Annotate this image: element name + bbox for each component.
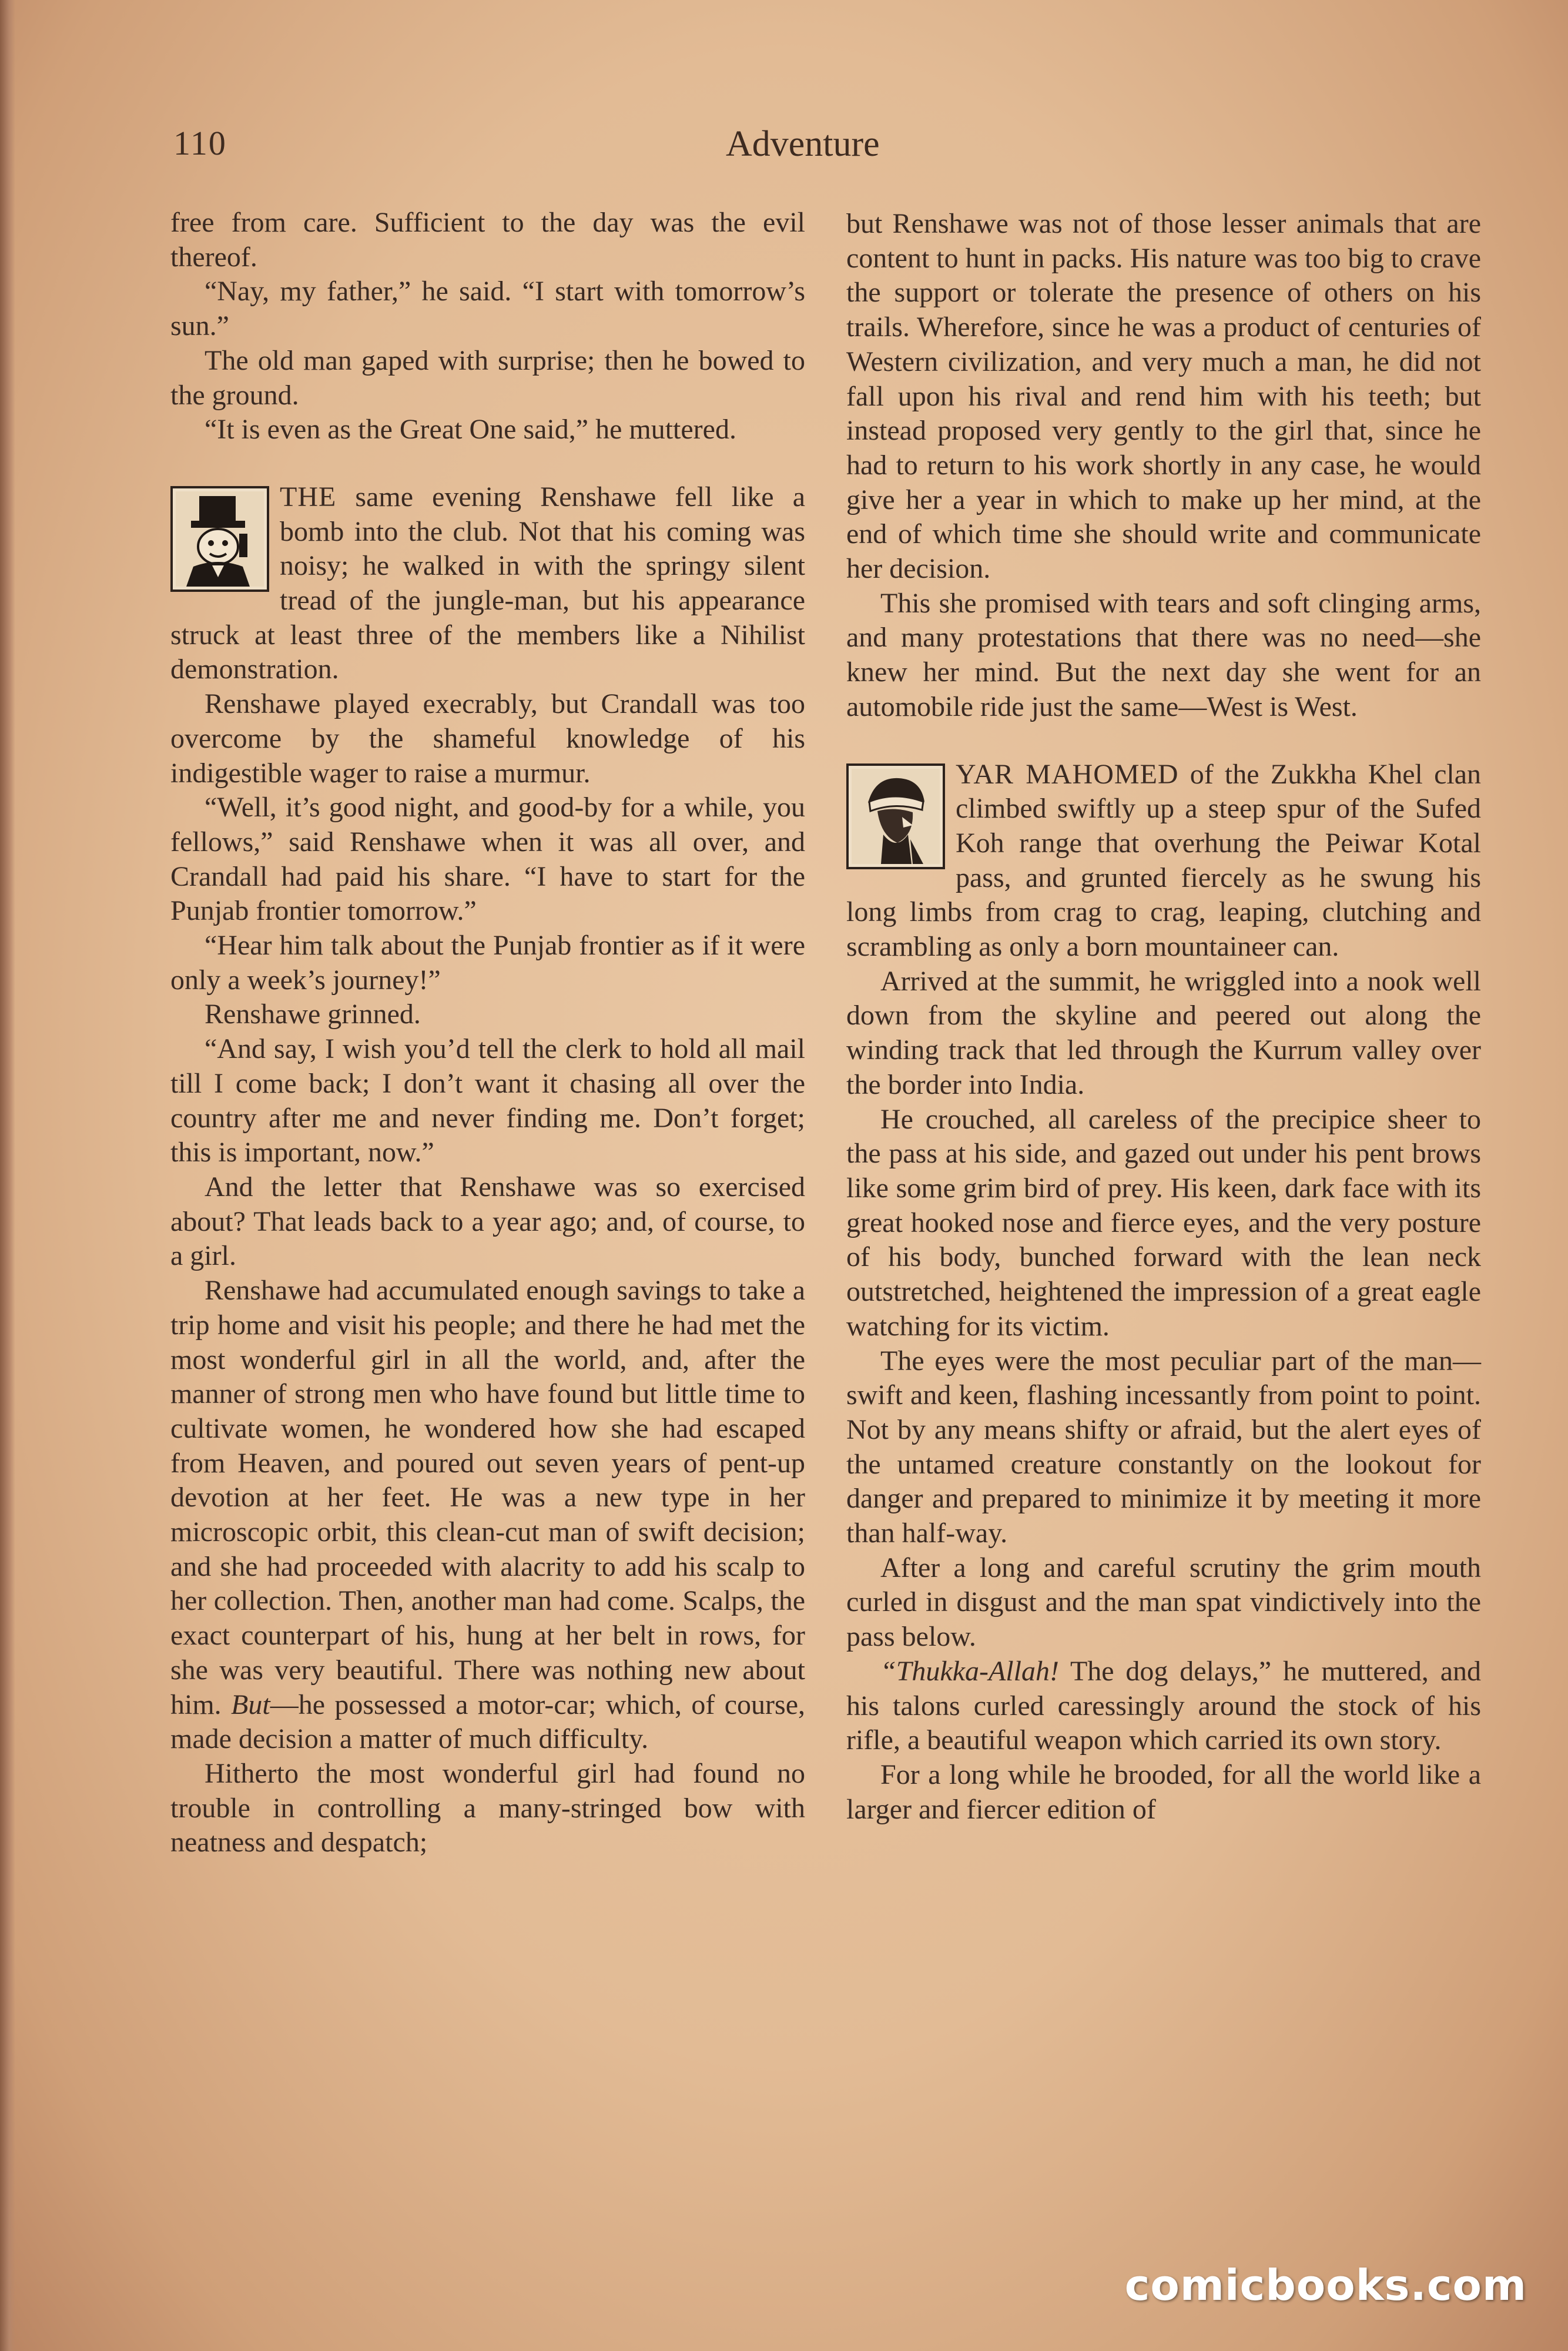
emphasis: But	[231, 1689, 270, 1720]
paragraph: “Nay, my father,” he said. “I start with tomorrow’s sun.”	[170, 276, 805, 342]
running-title: Adventure	[726, 124, 880, 164]
paragraph: “It is even as the Great One said,” he muttered.	[205, 414, 736, 446]
section-break	[170, 480, 805, 687]
left-column	[170, 206, 805, 1860]
paragraph-text: Renshawe had accumulated enough savings to take a trip home and visit his people; and there he had met the most wonderful girl in all the world, and, after the manner of strong men who have found but little time to cultivate women, he wondered how she had escaped from Heaven, and poured out seven years of pent-up devotion at her feet. He was a new type in her microscopic orbit, this clean-cut man of swift decision; and she had proceeded with alacrity to add his scalp to her collection. Then, another man had come. Scalps, the exact counterpart of his, hung at her belt in rows, for she was very beautiful. There was nothing new about him.	[170, 1275, 805, 1720]
paragraph: Renshawe grinned.	[205, 999, 421, 1030]
paragraph: “Well, it’s good night, and good-by for a while, you fellows,” said Renshawe when it was all over, and Crandall had paid his share. “I have to start for the Punjab frontier tomorrow.”	[170, 792, 805, 927]
binding-edge	[0, 0, 15, 2351]
gentleman-top-hat-icon	[170, 486, 269, 592]
turbaned-man-icon	[846, 763, 945, 869]
section-lead-word: YAR MAHOMED	[956, 758, 1179, 790]
paragraph: And the letter that Renshawe was so exercised about? That leads back to a year ago; and, of course, to a girl.	[170, 1171, 805, 1272]
page-number: 110	[173, 124, 227, 162]
paragraph: The eyes were the most peculiar part of the man—swift and keen, flashing incessantly from point to point. Not by any means shifty or afraid, but the alert eyes of the untamed creature constantly on the lookout for danger and prepared to minimize it by meeting it more than half-way.	[846, 1345, 1481, 1549]
section-text: same evening Renshawe fell like a bomb into the club. Not that his coming was noisy; he walked in with the springy silent tread of the jungle-man, but his appearance struck at least three of the members like a Nihilist demonstration.	[170, 481, 805, 685]
emphasis: “Thukka-Allah!	[880, 1655, 1059, 1687]
paragraph: The old man gaped with surprise; then he bowed to the ground.	[170, 344, 805, 411]
section-text: of the Zukkha Khel clan climbed swiftly up a steep spur of the Sufed Koh range that overhung the Peiwar Kotal pass, and grunted fiercely as he swung his long limbs from crag to crag, leaping, clutching and scrambling as only a born mountaineer can.	[846, 758, 1482, 963]
paragraph: This she promised with tears and soft clinging arms, and many protestations that there was no need—she knew her mind. But the next day she went for an automobile ride just the same—West is West.	[846, 587, 1481, 722]
paragraph	[170, 1274, 805, 1757]
section-lead-word: THE	[280, 481, 337, 513]
paragraph: “Hear him talk about the Punjab frontier as if it were only a week’s journey!”	[170, 930, 805, 996]
paragraph-text: —he possessed a motor-car; which, of course, made decision a matter of much difficulty.	[170, 1689, 806, 1755]
paragraph: Renshawe played execrably, but Crandall was too overcome by the shameful knowledge of his indigestible wager to raise a murmur.	[170, 688, 805, 789]
paragraph-text: The dog delays,” he muttered, and his talons curled caressingly around the stock of his rifle, a beautiful weapon which carried its own story.	[846, 1655, 1481, 1756]
watermark: comicbooks.com	[1124, 2260, 1527, 2310]
paragraph: Arrived at the summit, he wriggled into a nook well down from the skyline and peered out along the winding track that led through the Kurrum valley over the border into India.	[846, 965, 1481, 1100]
paragraph: but Renshawe was not of those lesser animals that are content to hunt in packs. His nature was too big to crave the support or tolerate the presence of others on his trails. Wherefore, since he was a product of centuries of Western civilization, and very much a man, he did not fall upon his rival and rend him with his teeth; but instead proposed very gently to the girl that, since he had to return to his work shortly in any case, he would give her a year in which to make up her mind, at the end of which time she should write and communicate her decision.	[846, 208, 1481, 585]
section-break	[846, 758, 1481, 964]
paragraph: He crouched, all careless of the precipice sheer to the pass at his side, and gazed out under his pent brows like some grim bird of prey. His keen, dark face with its great hooked nose and fierce eyes, and the very posture of his body, bunched forward with the lean neck outstretched, heightened the impression of a great eagle watching for its victim.	[846, 1103, 1481, 1342]
paragraph: “And say, I wish you’d tell the clerk to hold all mail till I come back; I don’t want it chasing all over the country after me and never finding me. Don’t forget; this is important, now.”	[170, 1033, 805, 1168]
right-column	[846, 207, 1481, 1827]
paragraph: After a long and careful scrutiny the grim mouth curled in disgust and the man spat vindictively into the pass below.	[846, 1552, 1481, 1653]
paragraph: Hitherto the most wonderful girl had found no trouble in controlling a many-stringed bow with neatness and despatch;	[170, 1757, 805, 1858]
paragraph	[846, 1655, 1481, 1758]
paragraph: For a long while he brooded, for all the world like a larger and fiercer edition of	[846, 1759, 1481, 1825]
paragraph: free from care. Sufficient to the day was the evil thereof.	[170, 207, 805, 273]
page-header	[173, 123, 1466, 176]
